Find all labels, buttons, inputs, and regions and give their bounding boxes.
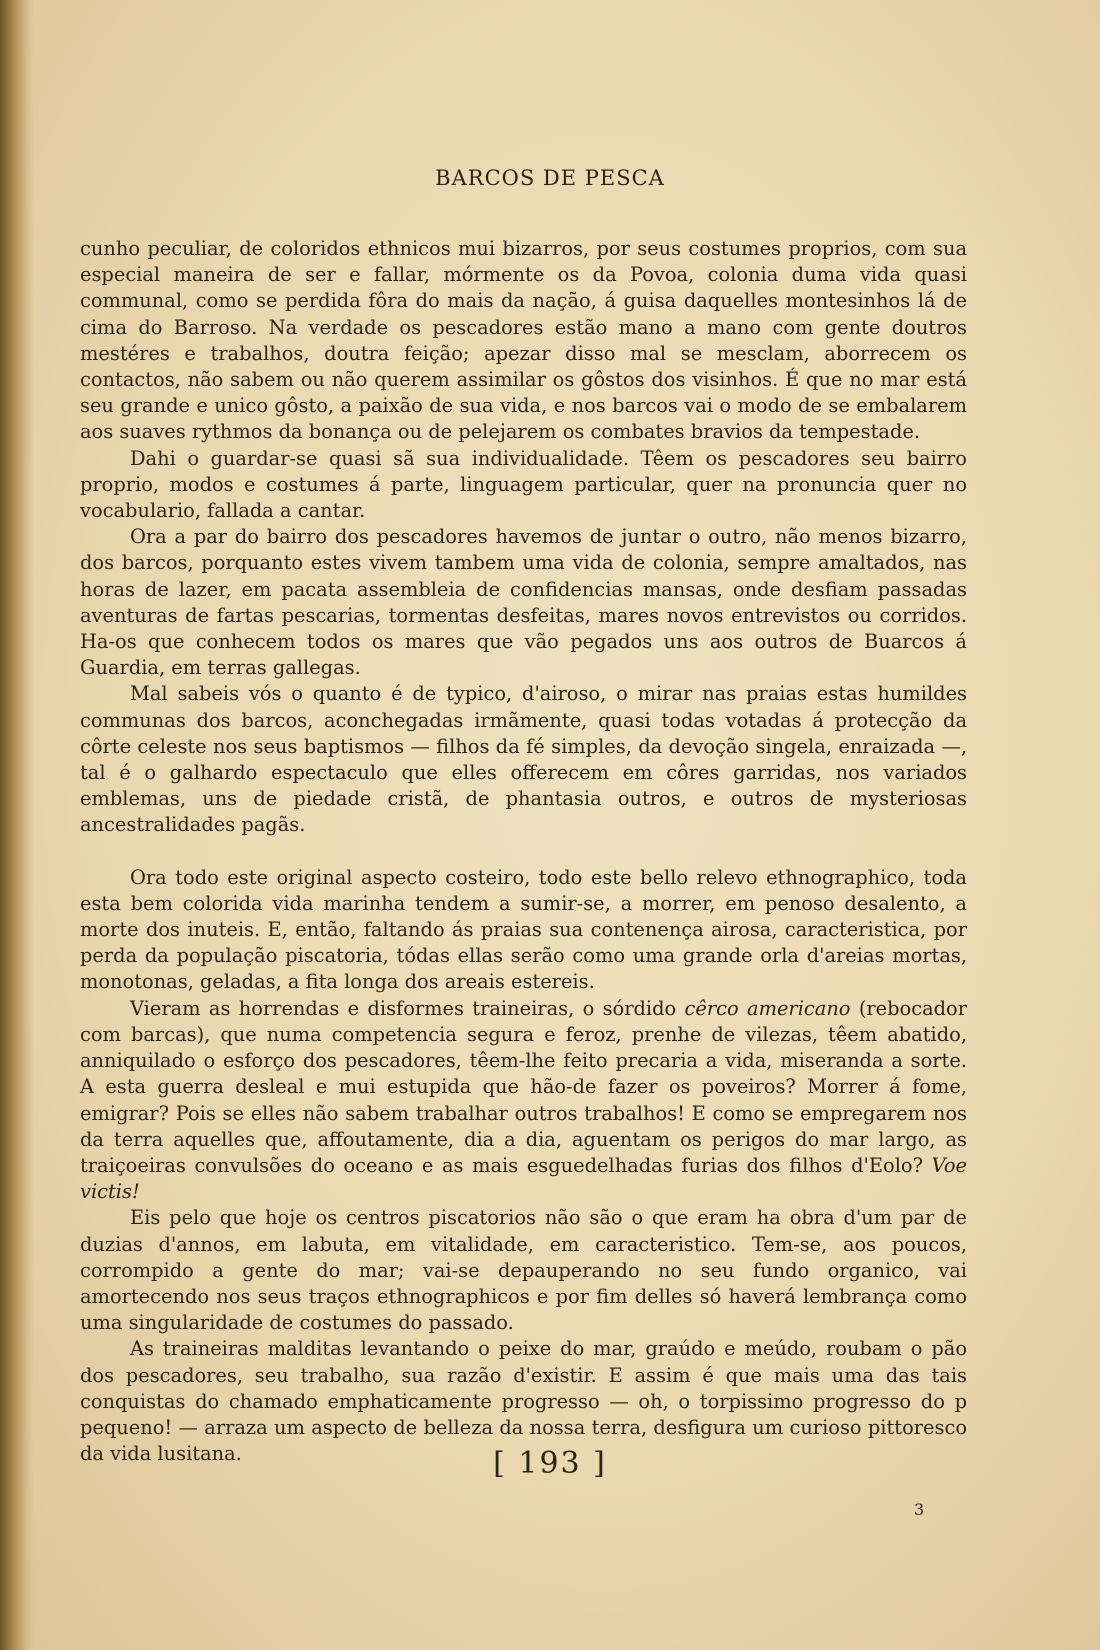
paragraph-6-after: (rebocador com barcas), que numa competencia segura e feroz, prenhe de vilezas, têem abatido, anniquilado o esforço dos pescadores, têem-lhe feito precaria a vida, miseranda a sorte. A esta guerra desleal e mui estupida que hão-de fazer os poveiros? Morrer á fome, emigrar? Pois se elles não sabem trabalhar outros trabalhos! E como se empregarem nos da terra aquelles que, affoutamente, dia a dia, aguentam os perigos do mar largo, as traiçoeiras convulsões do oceano e as mais esguedelhadas furias dos filhos d'Eolo? <box>80 996 967 1177</box>
signature-mark: 3 <box>914 1500 925 1519</box>
paragraph-6 <box>80 996 967 1206</box>
paragraph-4: Mal sabeis vós o quanto é de typico, d'airoso, o mirar nas praias estas humildes communas dos barcos, aconchegadas irmãmente, quasi todas votadas á protecção da côrte celeste nos seus baptismos — filhos da fé simples, da devoção singela, enraizada —, tal é o galhardo espectaculo que elles offerecem em côres garridas, nos variados emblemas, uns de piedade cristã, de phantasia outros, e outros de mysteriosas ancestralidades pagãs. <box>80 682 967 837</box>
page-spine-shadow <box>0 0 34 1650</box>
paragraph-6-before: Vieram as horrendas e disformes traineiras, o sórdido <box>130 996 685 1020</box>
page-number: [ 193 ] <box>493 1446 607 1481</box>
paragraph-6-emphasis: cêrco americano <box>684 996 851 1020</box>
paragraph-8: As traineiras malditas levantando o peixe do mar, graúdo e meúdo, roubam o pão dos pescadores, seu trabalho, sua razão d'existir. E assim é que mais uma das tais conquistas do chamado emphaticamente progresso — oh, o torpissimo progresso do p pequeno! — arraza um aspecto de belleza da nossa terra, desfigura um curioso pittoresco da vida lusitana. <box>80 1337 967 1466</box>
body-text <box>80 236 967 1467</box>
paragraph-7: Eis pelo que hoje os centros piscatorios não são o que eram ha obra d'um par de duzias d'annos, em labuta, em vitalidade, em caracteristico. Tem-se, aos poucos, corrompido a gente do mar; vai-se depauperando no seu fundo organico, vai amortecendo nos seus traços ethnographicos e por fim delles só haverá lembrança como uma singularidade de costumes do passado. <box>80 1206 967 1335</box>
running-header: BARCOS DE PESCA <box>435 166 665 190</box>
paragraph-3: Ora a par do bairro dos pescadores havemos de juntar o outro, não menos bizarro, dos barcos, porquanto estes vivem tambem uma vida de colonia, sempre amaltados, nas horas de lazer, em pacata assembleia de confidencias mansas, onde desfiam passadas aventuras de fartas pescarias, tormentas desfeitas, mares novos entrevistos ou corridos. Ha-os que conhecem todos os mares que vão pegados uns aos outros de Buarcos á Guardia, em terras gallegas. <box>80 525 967 680</box>
paragraph-2: Dahi o guardar-se quasi sã sua individualidade. Têem os pescadores seu bairro proprio, modos e costumes á parte, linguagem particular, quer na pronuncia quer no vocabulario, fallada a cantar. <box>80 446 967 523</box>
paragraph-1: cunho peculiar, de coloridos ethnicos mui bizarros, por seus costumes proprios, com sua especial maneira de ser e fallar, mórmente os da Povoa, colonia duma vida quasi communal, como se perdida fôra do mais da nação, á guisa daquelles montesinhos lá de cima do Barroso. Na verdade os pescadores estão mano a mano com gente doutros mestéres e trabalhos, doutra feição; apezar disso mal se mesclam, aborrecem os contactos, não sabem ou não querem assimilar os gôstos dos visinhos. É que no mar está seu grande e unico gôsto, a paixão de sua vida, e nos barcos vai o modo de se embalarem aos suaves rythmos da bonança ou de pelejarem os combates bravios da tempestade. <box>80 237 967 444</box>
paragraph-6-closing: Voe victis! <box>80 1153 967 1204</box>
paragraph-5: Ora todo este original aspecto costeiro, todo este bello relevo ethnographico, toda esta bem colorida vida marinha tendem a sumir-se, a morrer, em penoso desalento, a morte dos inuteis. E, então, faltando ás praias sua contenença airosa, caracteristica, por perda da população piscatoria, tódas ellas serão como uma grande orla d'areias mortas, monotonas, geladas, a fita longa dos areais estereis. <box>80 865 967 994</box>
